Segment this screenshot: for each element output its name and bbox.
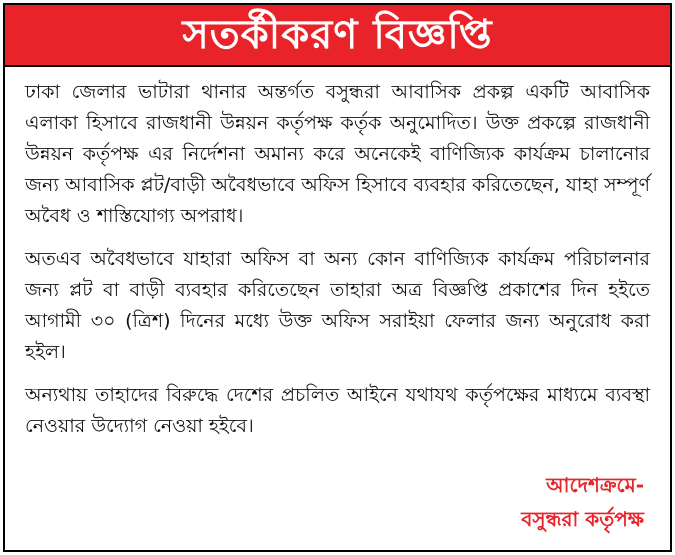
paragraph-intro: ঢাকা জেলার ভাটারা থানার অন্তর্গত বসুন্ধরা আবাসিক প্রকল্প একটি আবাসিক এলাকা হিসাবে রাজধানী উন্নয়ন কর্তৃপক্ষ কর্তৃক অনুমোদিত। উক্ত প্রকল্পে রাজধানী উন্নয়ন কর্তৃপক্ষ এর নির্দেশনা অমান্য করে অনেকেই বাণিজ্যিক কার্যক্রম চালানোর জন্য আবাসিক প্লট/বাড়ী অবৈধভাবে অফিস হিসাবে ব্যবহার করিতেছেন, যাহা সম্পূর্ণ অবৈধ ও শাস্তিযোগ্য অপরাধ। [25, 81, 650, 227]
signature-order-line: আদেশক্রমে- [546, 473, 644, 497]
notice-title: সতর্কীকরণ বিজ্ঞপ্তি [182, 12, 493, 58]
signature-authority: বসুন্ধরা কর্তৃপক্ষ [521, 507, 644, 531]
notice-body [25, 77, 650, 454]
title-banner [5, 5, 670, 67]
paragraph-request: অতএব অবৈধভাবে যাহারা অফিস বা অন্য কোন বাণিজ্যিক কার্যক্রম পরিচালনার জন্য প্লট বা বাড়ী ব্যবহার করিতেছেন তাহারা অত্র বিজ্ঞপ্তি প্রকাশের দিন হইতে আগামী ৩০ (ত্রিশ) দিনের মধ্যে উক্ত অফিস সরাইয়া ফেলার জন্য অনুরোধ করা হইল। [25, 248, 650, 363]
signature-block [521, 468, 644, 536]
warning-notice [3, 3, 672, 552]
paragraph-warning: অন্যথায় তাহাদের বিরুদ্ধে দেশের প্রচলিত আইনে যথাযথ কর্তৃপক্ষের মাধ্যমে ব্যবস্থা নেওয়ার উদ্যোগ নেওয়া হইবে। [25, 384, 650, 437]
